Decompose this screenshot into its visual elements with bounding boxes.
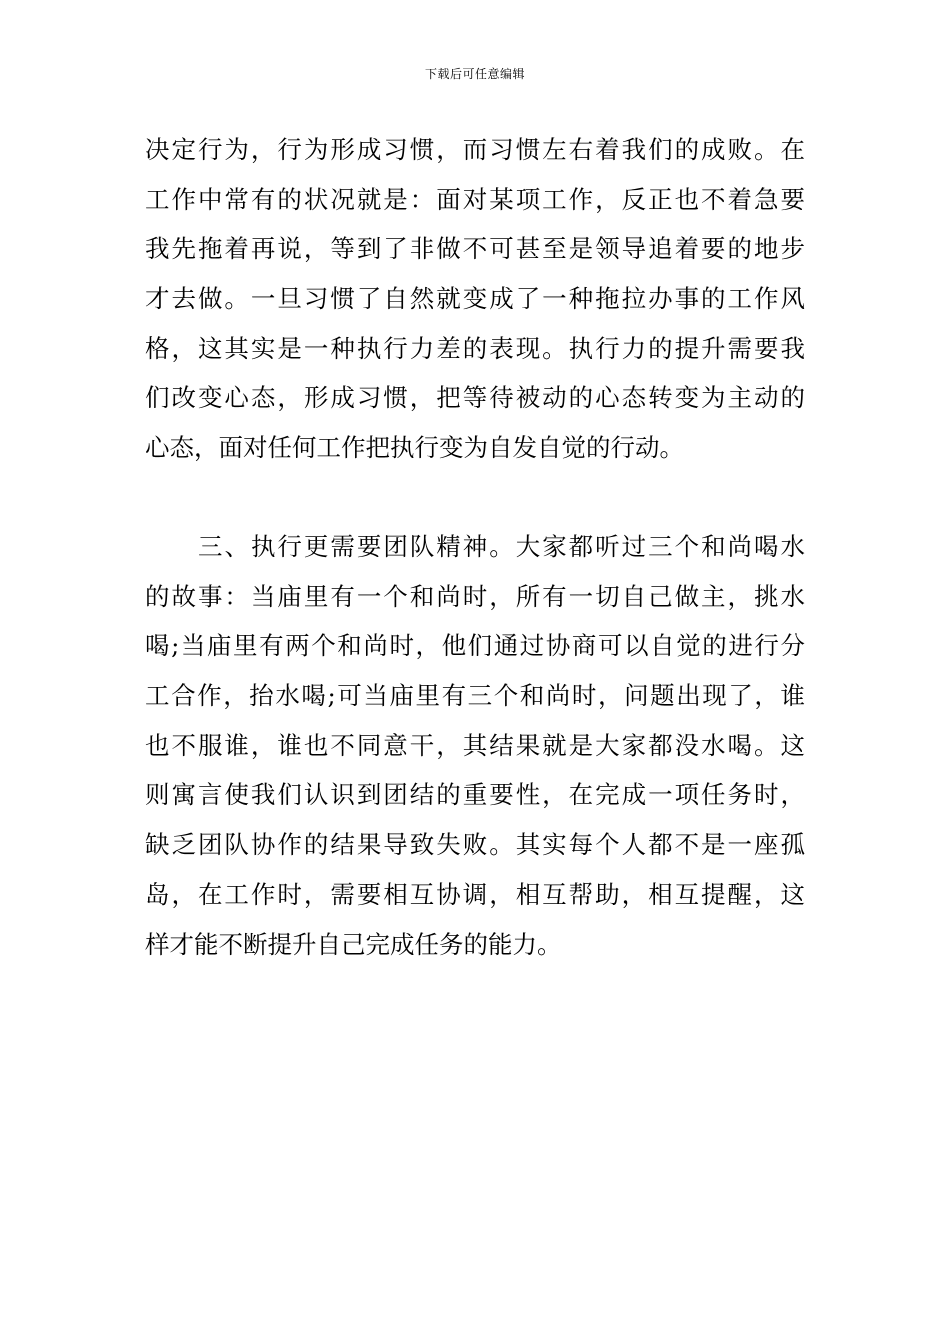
text-line: 样才能不断提升自己完成任务的能力。 [145, 929, 562, 959]
paragraph-2 [145, 522, 805, 969]
text-line: 们改变心态，形成习惯，把等待被动的心态转变为主动的 [145, 383, 805, 413]
text-line: 岛，在工作时，需要相互协调，相互帮助，相互提醒，这 [145, 879, 805, 909]
text-line: 缺乏团队协作的结果导致失败。其实每个人都不是一座孤 [145, 830, 805, 860]
text-line: 喝;当庙里有两个和尚时，他们通过协商可以自觉的进行分 [145, 631, 805, 661]
text-line: 三、执行更需要团队精神。大家都听过三个和尚喝水 [198, 532, 805, 561]
page-header: 下载后可任意编辑 [424, 67, 525, 81]
text-line: 我先拖着再说，等到了非做不可甚至是领导追着要的地步 [145, 234, 805, 264]
text-line: 工合作，抬水喝;可当庙里有三个和尚时，问题出现了，谁 [145, 681, 805, 711]
text-line: 决定行为，行为形成习惯，而习惯左右着我们的成败。在 [145, 135, 805, 164]
paragraph-1 [145, 125, 805, 473]
text-line: 则寓言使我们认识到团结的重要性，在完成一项任务时， [145, 780, 805, 810]
text-line: 才去做。一旦习惯了自然就变成了一种拖拉办事的工作风 [145, 284, 805, 314]
text-line: 工作中常有的状况就是：面对某项工作，反正也不着急要 [145, 184, 805, 214]
text-line: 心态，面对任何工作把执行变为自发自觉的行动。 [145, 433, 684, 463]
text-line: 也不服谁，谁也不同意干，其结果就是大家都没水喝。这 [145, 730, 805, 760]
text-line: 格，这其实是一种执行力差的表现。执行力的提升需要我 [145, 333, 805, 363]
text-line: 的故事：当庙里有一个和尚时，所有一切自己做主，挑水 [145, 581, 805, 611]
